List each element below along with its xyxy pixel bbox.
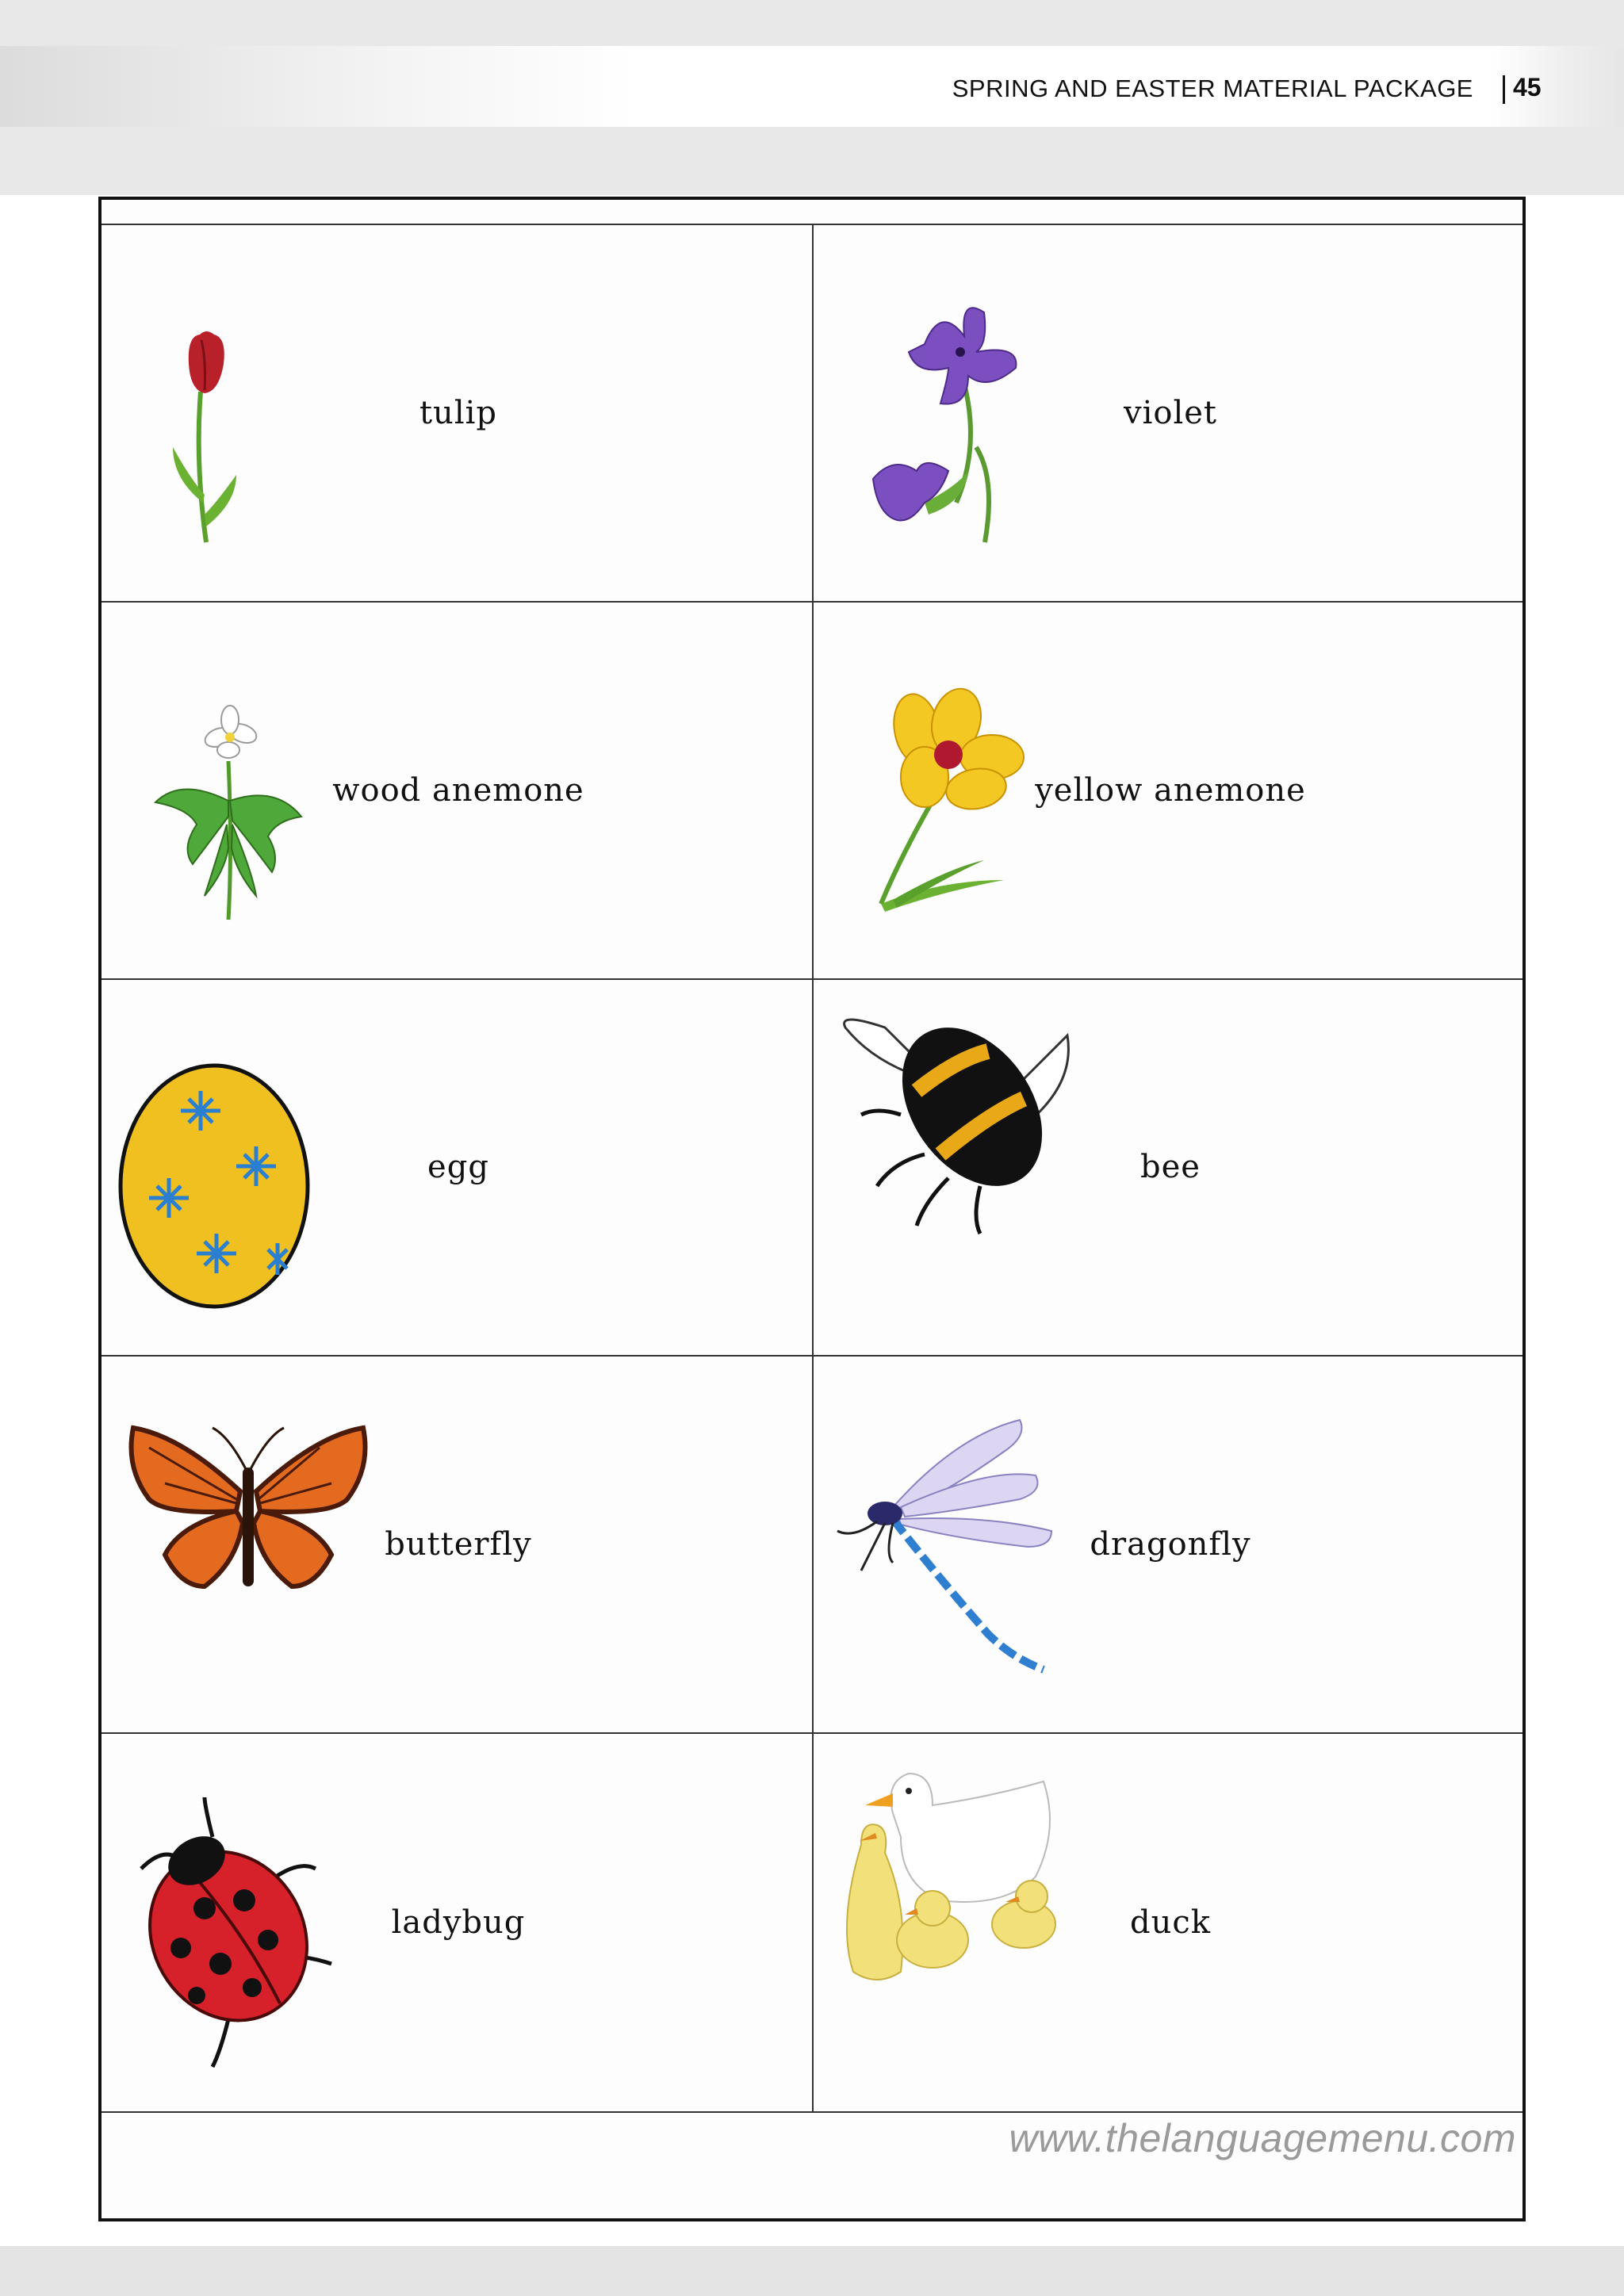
card-tulip xyxy=(102,225,814,603)
dragonfly-icon xyxy=(829,1372,1091,1713)
flashcard-sheet xyxy=(98,197,1526,2221)
easter-egg-icon xyxy=(117,996,379,1337)
page-number: 45 xyxy=(1513,73,1542,101)
card-duck xyxy=(814,1734,1522,2111)
card-word: violet xyxy=(1123,394,1218,431)
page-header-title: SPRING AND EASTER MATERIAL PACKAGE xyxy=(952,75,1473,102)
ladybug-icon xyxy=(117,1750,379,2091)
card-word: yellow anemone xyxy=(1035,771,1306,809)
card-ladybug xyxy=(102,1734,814,2111)
card-word: dragonfly xyxy=(1090,1526,1251,1563)
flashcard-grid xyxy=(102,224,1522,2113)
card-bee xyxy=(814,980,1522,1357)
card-dragonfly xyxy=(814,1357,1522,1734)
card-word: ladybug xyxy=(391,1904,526,1942)
card-egg xyxy=(102,980,814,1357)
card-word: duck xyxy=(1129,1904,1212,1942)
bee-icon xyxy=(829,996,1091,1337)
website-watermark: www.thelanguagemenu.com xyxy=(1009,2116,1516,2160)
card-word: butterfly xyxy=(385,1526,532,1563)
card-wood-anemone xyxy=(102,603,814,980)
tulip-icon xyxy=(117,241,379,582)
card-word: wood anemone xyxy=(332,771,584,809)
bottom-band xyxy=(0,2246,1624,2296)
card-word: bee xyxy=(1140,1149,1201,1186)
butterfly-icon xyxy=(117,1372,379,1713)
card-yellow-anemone xyxy=(814,603,1522,980)
card-word: egg xyxy=(427,1149,489,1186)
card-word: tulip xyxy=(419,394,498,431)
header-separator xyxy=(1503,75,1505,104)
card-violet xyxy=(814,225,1522,603)
duck-icon xyxy=(829,1750,1091,2091)
card-butterfly xyxy=(102,1357,814,1734)
violet-icon xyxy=(829,241,1091,582)
